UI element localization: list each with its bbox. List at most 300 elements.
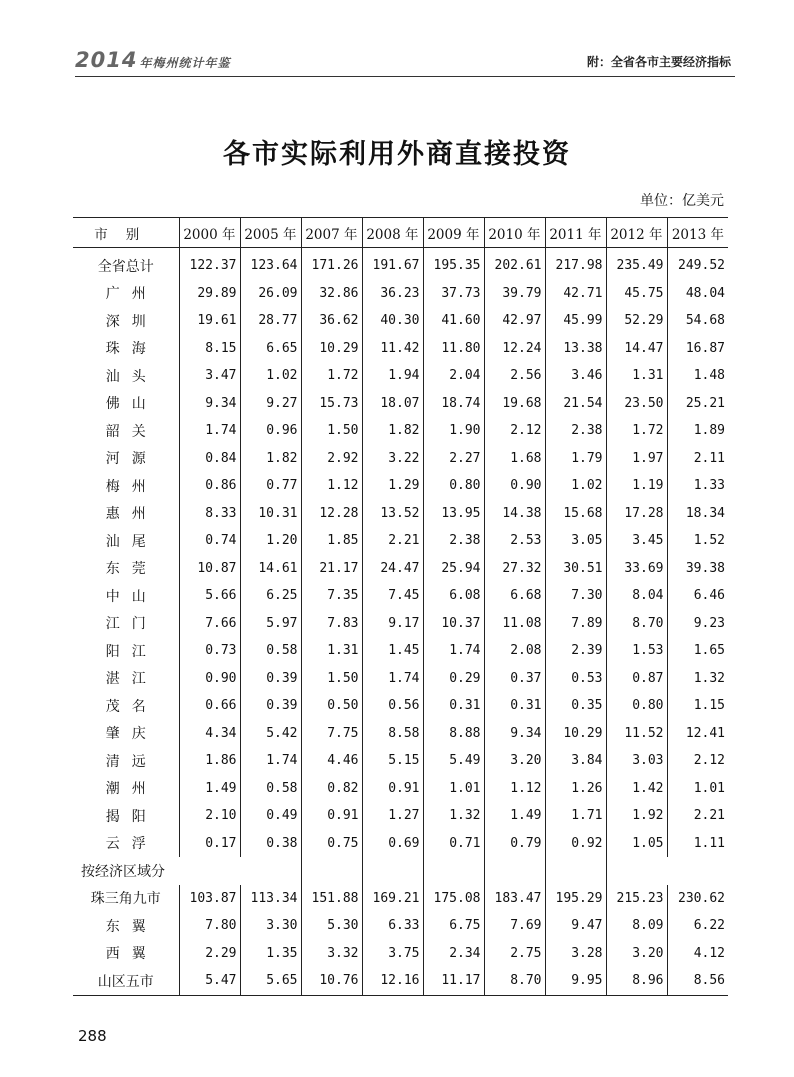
region-name-cell: 清远: [105, 753, 158, 770]
value-cell: 1.49: [179, 775, 240, 803]
table-row: [73, 692, 728, 720]
value-cell: 1.32: [423, 802, 484, 830]
region-name-cell: 茂名: [105, 698, 158, 715]
value-cell: 0.82: [301, 775, 362, 803]
value-cell: 14.38: [484, 500, 545, 528]
value-cell: 5.65: [240, 967, 301, 995]
table-row: [73, 527, 728, 555]
value-cell: 3.22: [362, 445, 423, 473]
value-cell: 1.79: [545, 445, 606, 473]
region-name-cell: 东莞: [105, 561, 158, 578]
table-row: [73, 248, 728, 280]
table-row: [73, 885, 728, 913]
region-name-cell: 潮州: [105, 781, 158, 798]
value-cell: 18.34: [667, 500, 728, 528]
value-cell: 39.38: [667, 555, 728, 583]
value-cell: 24.47: [362, 555, 423, 583]
table-row: [73, 747, 728, 775]
value-cell: 0.80: [606, 692, 667, 720]
value-cell: 12.28: [301, 500, 362, 528]
value-cell: 36.62: [301, 307, 362, 335]
value-cell: 10.87: [179, 555, 240, 583]
value-cell: 1.31: [606, 362, 667, 390]
value-cell: 39.79: [484, 280, 545, 308]
value-cell: 8.15: [179, 335, 240, 363]
region-name-cell: 珠三角九市: [90, 891, 161, 908]
value-cell: 0.79: [484, 830, 545, 858]
value-cell: 1.68: [484, 445, 545, 473]
value-cell: 0.58: [240, 637, 301, 665]
value-cell: 1.72: [606, 417, 667, 445]
value-cell: 36.23: [362, 280, 423, 308]
value-cell: 3.46: [545, 362, 606, 390]
value-cell: 8.33: [179, 500, 240, 528]
value-cell: 54.68: [667, 307, 728, 335]
value-cell: 5.15: [362, 747, 423, 775]
value-cell: 0.92: [545, 830, 606, 858]
value-cell: 52.29: [606, 307, 667, 335]
table-body: [73, 248, 728, 996]
value-cell: 25.94: [423, 555, 484, 583]
value-cell: 123.64: [240, 248, 301, 280]
table-row: [73, 390, 728, 418]
value-cell: 8.56: [667, 967, 728, 995]
value-cell: 7.30: [545, 582, 606, 610]
value-cell: 7.80: [179, 912, 240, 940]
region-name-cell: 肇庆: [105, 726, 158, 743]
value-cell: 4.46: [301, 747, 362, 775]
value-cell: 1.92: [606, 802, 667, 830]
value-cell: 1.97: [606, 445, 667, 473]
table-row: [73, 335, 728, 363]
value-cell: 45.75: [606, 280, 667, 308]
region-name-cell: 阳江: [105, 643, 158, 660]
value-cell: 8.88: [423, 720, 484, 748]
value-cell: 0.49: [240, 802, 301, 830]
value-cell: 10.76: [301, 967, 362, 995]
value-cell: 2.12: [484, 417, 545, 445]
value-cell: 2.53: [484, 527, 545, 555]
value-cell: 2.75: [484, 940, 545, 968]
value-cell: 2.21: [362, 527, 423, 555]
value-cell: 0.71: [423, 830, 484, 858]
value-cell: 1.11: [667, 830, 728, 858]
value-cell: 1.35: [240, 940, 301, 968]
value-cell: 12.41: [667, 720, 728, 748]
value-cell: 0.90: [484, 472, 545, 500]
value-cell: 0.53: [545, 665, 606, 693]
value-cell: 6.68: [484, 582, 545, 610]
value-cell: 0.39: [240, 692, 301, 720]
value-cell: 171.26: [301, 248, 362, 280]
value-cell: 1.72: [301, 362, 362, 390]
value-cell: 1.50: [301, 417, 362, 445]
value-cell: 10.37: [423, 610, 484, 638]
value-cell: 1.49: [484, 802, 545, 830]
value-cell: 0.29: [423, 665, 484, 693]
value-cell: 27.32: [484, 555, 545, 583]
value-cell: 1.52: [667, 527, 728, 555]
value-cell: 7.45: [362, 582, 423, 610]
value-cell: 1.94: [362, 362, 423, 390]
value-cell: 2.38: [545, 417, 606, 445]
value-cell: 6.33: [362, 912, 423, 940]
value-cell: 8.96: [606, 967, 667, 995]
value-cell: 11.52: [606, 720, 667, 748]
value-cell: 1.12: [301, 472, 362, 500]
value-cell: 2.04: [423, 362, 484, 390]
unit-label: 单位：亿美元: [640, 193, 724, 209]
value-cell: 11.42: [362, 335, 423, 363]
value-cell: 28.77: [240, 307, 301, 335]
value-cell: 6.65: [240, 335, 301, 363]
value-cell: 7.69: [484, 912, 545, 940]
value-cell: 191.67: [362, 248, 423, 280]
value-cell: 2.92: [301, 445, 362, 473]
yearbook-year: 2014: [75, 48, 138, 72]
value-cell: 3.45: [606, 527, 667, 555]
value-cell: 1.45: [362, 637, 423, 665]
value-cell: 3.20: [484, 747, 545, 775]
page-title: 各市实际利用外商直接投资: [223, 139, 571, 170]
value-cell: 15.73: [301, 390, 362, 418]
table-row: [73, 555, 728, 583]
value-cell: 1.74: [362, 665, 423, 693]
value-cell: 2.08: [484, 637, 545, 665]
value-cell: 13.95: [423, 500, 484, 528]
value-cell: 1.27: [362, 802, 423, 830]
value-cell: 9.34: [179, 390, 240, 418]
value-cell: 16.87: [667, 335, 728, 363]
value-cell: 17.28: [606, 500, 667, 528]
value-cell: 8.04: [606, 582, 667, 610]
year-column-header: 2005 年: [240, 218, 301, 248]
value-cell: 0.73: [179, 637, 240, 665]
value-cell: 11.17: [423, 967, 484, 995]
value-cell: 7.89: [545, 610, 606, 638]
value-cell: 5.97: [240, 610, 301, 638]
value-cell: 0.87: [606, 665, 667, 693]
year-column-header: 2008 年: [362, 218, 423, 248]
value-cell: [484, 857, 545, 885]
table-header-row: [73, 218, 728, 248]
value-cell: 202.61: [484, 248, 545, 280]
region-name-cell: 深圳: [105, 313, 158, 330]
value-cell: 8.09: [606, 912, 667, 940]
value-cell: 1.74: [423, 637, 484, 665]
value-cell: 1.53: [606, 637, 667, 665]
value-cell: 7.66: [179, 610, 240, 638]
table-row: [73, 472, 728, 500]
table-row: [73, 775, 728, 803]
region-name-cell: 云浮: [105, 836, 158, 853]
value-cell: 1.71: [545, 802, 606, 830]
value-cell: 13.38: [545, 335, 606, 363]
value-cell: 1.42: [606, 775, 667, 803]
value-cell: 1.33: [667, 472, 728, 500]
value-cell: 42.71: [545, 280, 606, 308]
region-name-cell: 中山: [105, 588, 158, 605]
region-name-cell: 西翼: [105, 946, 158, 963]
value-cell: 10.31: [240, 500, 301, 528]
value-cell: 0.75: [301, 830, 362, 858]
value-cell: 1.31: [301, 637, 362, 665]
value-cell: 0.96: [240, 417, 301, 445]
value-cell: 18.74: [423, 390, 484, 418]
value-cell: 2.39: [545, 637, 606, 665]
table-row: [73, 802, 728, 830]
region-name-cell: 汕尾: [105, 533, 158, 550]
value-cell: 14.61: [240, 555, 301, 583]
region-name-cell: 惠州: [105, 506, 158, 523]
table-row: [73, 417, 728, 445]
value-cell: 5.66: [179, 582, 240, 610]
value-cell: 7.83: [301, 610, 362, 638]
value-cell: 9.47: [545, 912, 606, 940]
value-cell: 103.87: [179, 885, 240, 913]
table-row: [73, 637, 728, 665]
table-row: [73, 582, 728, 610]
value-cell: 12.16: [362, 967, 423, 995]
value-cell: 0.69: [362, 830, 423, 858]
region-name-cell: 河源: [105, 451, 158, 468]
value-cell: 37.73: [423, 280, 484, 308]
value-cell: 169.21: [362, 885, 423, 913]
value-cell: 45.99: [545, 307, 606, 335]
value-cell: 2.27: [423, 445, 484, 473]
table-row: [73, 720, 728, 748]
value-cell: 8.70: [484, 967, 545, 995]
value-cell: 7.35: [301, 582, 362, 610]
value-cell: 215.23: [606, 885, 667, 913]
value-cell: 0.58: [240, 775, 301, 803]
value-cell: 12.24: [484, 335, 545, 363]
region-name-cell: 全省总计: [97, 258, 154, 275]
region-name-cell: 梅州: [105, 478, 158, 495]
value-cell: 1.32: [667, 665, 728, 693]
value-cell: 11.80: [423, 335, 484, 363]
value-cell: 19.68: [484, 390, 545, 418]
value-cell: 3.32: [301, 940, 362, 968]
value-cell: 6.08: [423, 582, 484, 610]
value-cell: 1.86: [179, 747, 240, 775]
value-cell: 6.25: [240, 582, 301, 610]
value-cell: 18.07: [362, 390, 423, 418]
value-cell: 1.26: [545, 775, 606, 803]
value-cell: 0.66: [179, 692, 240, 720]
value-cell: 14.47: [606, 335, 667, 363]
year-column-header: 2011 年: [545, 218, 606, 248]
value-cell: 3.03: [606, 747, 667, 775]
value-cell: 2.29: [179, 940, 240, 968]
value-cell: 2.56: [484, 362, 545, 390]
value-cell: [423, 857, 484, 885]
value-cell: 9.17: [362, 610, 423, 638]
value-cell: 40.30: [362, 307, 423, 335]
value-cell: 11.08: [484, 610, 545, 638]
value-cell: 9.34: [484, 720, 545, 748]
table-row: [73, 307, 728, 335]
region-name-cell: 汕头: [105, 368, 158, 385]
value-cell: 41.60: [423, 307, 484, 335]
value-cell: 2.21: [667, 802, 728, 830]
value-cell: 1.15: [667, 692, 728, 720]
value-cell: 3.75: [362, 940, 423, 968]
value-cell: 5.49: [423, 747, 484, 775]
value-cell: 1.19: [606, 472, 667, 500]
region-name-cell: 江门: [105, 616, 158, 633]
value-cell: 0.38: [240, 830, 301, 858]
region-name-cell: 佛山: [105, 396, 158, 413]
region-name-cell: 东翼: [105, 918, 158, 935]
value-cell: 0.50: [301, 692, 362, 720]
value-cell: 1.01: [667, 775, 728, 803]
value-cell: 0.90: [179, 665, 240, 693]
value-cell: 217.98: [545, 248, 606, 280]
value-cell: 1.12: [484, 775, 545, 803]
value-cell: 0.91: [362, 775, 423, 803]
table-row: [73, 610, 728, 638]
value-cell: 0.74: [179, 527, 240, 555]
value-cell: 1.01: [423, 775, 484, 803]
year-column-header: 2007 年: [301, 218, 362, 248]
running-header: [75, 46, 735, 77]
value-cell: 1.65: [667, 637, 728, 665]
value-cell: 1.89: [667, 417, 728, 445]
value-cell: 21.54: [545, 390, 606, 418]
year-column-header: 2012 年: [606, 218, 667, 248]
value-cell: [362, 857, 423, 885]
value-cell: 1.02: [545, 472, 606, 500]
table-row: [73, 940, 728, 968]
value-cell: 1.50: [301, 665, 362, 693]
value-cell: 1.29: [362, 472, 423, 500]
value-cell: 0.39: [240, 665, 301, 693]
value-cell: 5.30: [301, 912, 362, 940]
region-name-cell: 珠海: [105, 341, 158, 358]
value-cell: 1.74: [240, 747, 301, 775]
value-cell: 13.52: [362, 500, 423, 528]
region-column-header: 市别: [73, 218, 179, 248]
value-cell: 6.22: [667, 912, 728, 940]
year-column-header: 2013 年: [667, 218, 728, 248]
value-cell: 29.89: [179, 280, 240, 308]
value-cell: 4.12: [667, 940, 728, 968]
value-cell: 2.11: [667, 445, 728, 473]
value-cell: 0.84: [179, 445, 240, 473]
table-row: [73, 500, 728, 528]
value-cell: 26.09: [240, 280, 301, 308]
table-row: [73, 362, 728, 390]
value-cell: 0.80: [423, 472, 484, 500]
value-cell: 183.47: [484, 885, 545, 913]
value-cell: 15.68: [545, 500, 606, 528]
year-column-header: 2000 年: [179, 218, 240, 248]
table-row: [73, 912, 728, 940]
value-cell: 8.58: [362, 720, 423, 748]
region-name-cell: 山区五市: [73, 967, 179, 995]
value-cell: 48.04: [667, 280, 728, 308]
value-cell: 10.29: [545, 720, 606, 748]
value-cell: 23.50: [606, 390, 667, 418]
region-name-cell: 湛江: [105, 671, 158, 688]
value-cell: 1.82: [362, 417, 423, 445]
value-cell: 3.05: [545, 527, 606, 555]
value-cell: 7.75: [301, 720, 362, 748]
yearbook-title: [75, 48, 230, 72]
value-cell: 0.37: [484, 665, 545, 693]
value-cell: 2.10: [179, 802, 240, 830]
value-cell: 0.91: [301, 802, 362, 830]
value-cell: 1.02: [240, 362, 301, 390]
yearbook-name: 年梅州统计年鉴: [139, 56, 231, 70]
value-cell: 1.82: [240, 445, 301, 473]
value-cell: 0.86: [179, 472, 240, 500]
value-cell: 3.47: [179, 362, 240, 390]
value-cell: 175.08: [423, 885, 484, 913]
value-cell: 2.34: [423, 940, 484, 968]
table-row: [73, 665, 728, 693]
value-cell: [301, 857, 362, 885]
value-cell: 0.31: [423, 692, 484, 720]
table-row: [73, 830, 728, 858]
value-cell: 235.49: [606, 248, 667, 280]
value-cell: 9.27: [240, 390, 301, 418]
value-cell: 1.05: [606, 830, 667, 858]
value-cell: 32.86: [301, 280, 362, 308]
value-cell: 3.28: [545, 940, 606, 968]
value-cell: 5.47: [179, 967, 240, 995]
page-number: 288: [78, 1027, 107, 1045]
value-cell: 0.17: [179, 830, 240, 858]
value-cell: 1.74: [179, 417, 240, 445]
value-cell: 230.62: [667, 885, 728, 913]
value-cell: 6.46: [667, 582, 728, 610]
year-column-header: 2009 年: [423, 218, 484, 248]
value-cell: 3.30: [240, 912, 301, 940]
table-row: [73, 445, 728, 473]
value-cell: 2.38: [423, 527, 484, 555]
value-cell: 33.69: [606, 555, 667, 583]
year-column-header: 2010 年: [484, 218, 545, 248]
value-cell: 1.85: [301, 527, 362, 555]
value-cell: [545, 857, 606, 885]
value-cell: 21.17: [301, 555, 362, 583]
value-cell: 9.23: [667, 610, 728, 638]
table-section-row: [73, 857, 728, 885]
value-cell: 4.34: [179, 720, 240, 748]
value-cell: 195.35: [423, 248, 484, 280]
value-cell: 1.20: [240, 527, 301, 555]
value-cell: 3.84: [545, 747, 606, 775]
region-name-cell: 广州: [105, 286, 158, 303]
region-name-cell: 按经济区域分: [81, 863, 165, 880]
value-cell: 0.35: [545, 692, 606, 720]
value-cell: 122.37: [179, 248, 240, 280]
value-cell: 10.29: [301, 335, 362, 363]
value-cell: 1.48: [667, 362, 728, 390]
value-cell: 6.75: [423, 912, 484, 940]
value-cell: 195.29: [545, 885, 606, 913]
value-cell: 25.21: [667, 390, 728, 418]
value-cell: [606, 857, 667, 885]
value-cell: 19.61: [179, 307, 240, 335]
value-cell: 113.34: [240, 885, 301, 913]
section-title: 附：全省各市主要经济指标: [586, 55, 731, 69]
table-row: [73, 280, 728, 308]
value-cell: 3.20: [606, 940, 667, 968]
value-cell: 151.88: [301, 885, 362, 913]
